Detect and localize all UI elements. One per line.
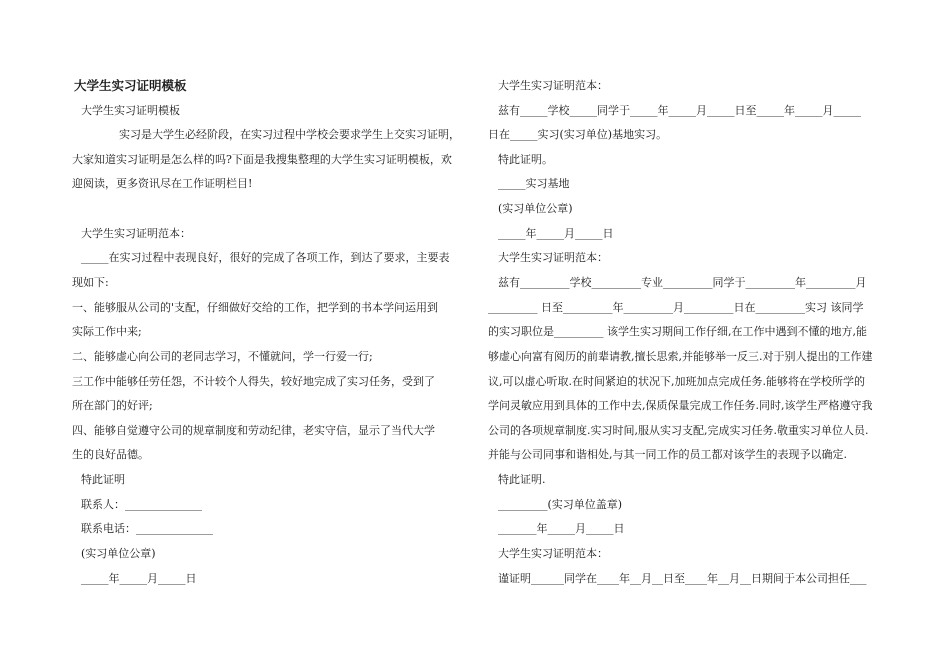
certify-line: 特此证明。 bbox=[498, 153, 553, 166]
body-line: 公司的各项规章制度.实习时间,服从实习支配,完成实习任务.敬重实习单位人员. bbox=[488, 424, 869, 437]
body-line: 谨证明______同学在____年__月__日至____年__月__日期间于本公司担任___ bbox=[498, 572, 867, 585]
body-line: 生的良好品德。 bbox=[72, 448, 149, 461]
body-line: 兹有_____学校_____同学于_____年_____月_____日至_____年_____月_____ bbox=[498, 104, 861, 117]
sample-heading-4: 大学生实习证明范本： bbox=[498, 547, 608, 560]
sample-heading-1: 大学生实习证明范本： bbox=[81, 227, 191, 240]
contact-person-line: 联系人：______________ bbox=[81, 498, 202, 511]
body-line: 够虚心向富有阅历的前辈请教,擅长思索,并能够举一反三.对于别人提出的工作建 bbox=[488, 350, 873, 363]
body-line: 日在_____实习(实习单位)基地实习。 bbox=[488, 128, 668, 141]
body-line: 现如下: bbox=[72, 276, 109, 289]
contact-phone-line: 联系电话：______________ bbox=[81, 522, 213, 535]
intro-line-2: 大家知道实习证明是怎么样的吗?下面是我搜集整理的大学生实习证明模板，欢 bbox=[72, 153, 452, 166]
subtitle-line: 大学生实习证明模板 bbox=[81, 104, 180, 117]
certify-line: 特此证明. bbox=[498, 473, 546, 486]
body-line: 实际工作中来; bbox=[72, 325, 142, 338]
body-line: 四、能够自觉遵守公司的规章制度和劳动纪律，老实守信，显示了当代大学 bbox=[72, 424, 435, 437]
date-line: _______年_____月_____日 bbox=[498, 522, 625, 535]
date-line: _____年_____月_____日 bbox=[498, 227, 614, 240]
certify-line: 特此证明 bbox=[81, 473, 125, 486]
seal-line: (实习单位公章) bbox=[81, 547, 156, 560]
sample-heading-2: 大学生实习证明范本： bbox=[498, 79, 608, 92]
body-line: 三工作中能够任劳任怨，不计较个人得失，较好地完成了实习任务，受到了 bbox=[72, 375, 435, 388]
body-line: _________ 日至_________年_________月_________日在_________实习 该同学 bbox=[488, 301, 864, 314]
body-line: 二、能够虚心向公司的老同志学习，不懂就问，学一行爱一行; bbox=[72, 350, 373, 363]
sample-heading-3: 大学生实习证明范本： bbox=[498, 251, 608, 264]
body-line: 的实习职位是_________ 该学生实习期间工作仔细,在工作中遇到不懂的地方,能 bbox=[488, 325, 867, 338]
body-line: 学问灵敏应用到具体的工作中去,保质保量完成工作任务.同时,该学生严格遵守我 bbox=[488, 399, 873, 412]
body-line: 一、能够服从公司的'支配，仔细做好交给的工作，把学到的书本学问运用到 bbox=[72, 301, 439, 314]
seal-line: _________(实习单位盖章) bbox=[498, 498, 623, 511]
body-line: 所在部门的好评; bbox=[72, 399, 153, 412]
intro-line-1: 实习是大学生必经阶段，在实习过程中学校会要求学生上交实习证明， bbox=[119, 128, 460, 141]
document-title: 大学生实习证明模板 bbox=[74, 78, 187, 93]
date-line: _____年_____月_____日 bbox=[81, 572, 197, 585]
seal-line: (实习单位公章) bbox=[498, 202, 573, 215]
base-line: _____实习基地 bbox=[498, 177, 570, 190]
intro-line-3: 迎阅读，更多资讯尽在工作证明栏目! bbox=[72, 177, 253, 190]
body-line: 议,可以虚心听取.在时间紧迫的状况下,加班加点完成任务.能够将在学校所学的 bbox=[488, 375, 865, 388]
body-line: 并能与公司同事和谐相处,与其一同工作的员工都对该学生的表现予以确定. bbox=[488, 448, 847, 461]
body-line: 兹有_________学校_________专业_________同学于_________年_________月 bbox=[498, 276, 867, 289]
body-line: _____在实习过程中表现良好，很好的完成了各项工作，到达了要求，主要表 bbox=[81, 251, 450, 264]
